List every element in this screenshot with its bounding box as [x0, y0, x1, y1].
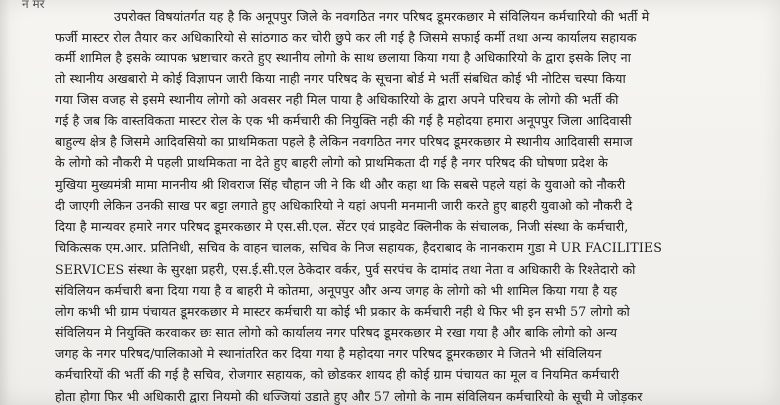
paragraph-line: तो स्थानीय अखबारो मे कोई विज्ञापन जारी किया नाही नगर परिषद के सूचना बोर्ड मे भर्ती संबधित कोई भी नोटिस चस्पा किया [55, 71, 626, 86]
paragraph-line: फर्जी मास्टर रोल तैयार कर अधिकारियो से सांठगाठ कर चोरी छुपे कर ली गई है जिसमे सफाई कर्मी तथा अन्य कार्यालय सहायक [55, 30, 637, 45]
paragraph-line: बाहुल्य क्षेत्र है जिसमे आदिवसियो का प्राथमिकता पहले है लेकिन नवगठित नगर परिषद डूमरकछार मे स्थानीय आदिवासी समाज [55, 134, 633, 149]
paragraph-line: जगह के नगर परिषद/पालिकाओ मे स्थानांतरित कर दिया गया है महोदया नगर परिषद डूमरकछार मे जितने भी संविलियन [55, 346, 602, 361]
paragraph-line: चिकित्सक एम.आर. प्रतिनिधी, सचिव के वाहन चालक, सचिव के निज सहायक, हैदराबाद के नानकराम गुडा मे UR FACILITIES [55, 240, 662, 255]
paragraph-line: गई है जब कि वास्तविकता मास्टर रोल के एक भी कर्मचारी की नियुक्ति नही की गई है महोदया हमारा अनूपपुर जिला आदिवासी [55, 113, 632, 128]
paragraph-line: दिया है मान्यवर हमारे नगर परिषद डूमरकछार मे एस.सी.एल. सेंटर एवं प्राइवेट क्लिनीक के संचालक, निजी संस्था के कर्मचारी, [55, 219, 629, 234]
paragraph-line: संविलियन कर्मचारी बना दिया गया है व बाहरी मे कोतमा, अनूपपुर और अन्य जगह के लोगो को भी शामिल किया गया है यह [55, 283, 618, 298]
paragraph-line: लोग कभी भी ग्राम पंचायत डूमरकछार मे मास्टर कर्मचारी या कोई भी प्रकार के कर्मचारी नही थे फिर भी इन सभी 57 लोगो को [55, 304, 630, 319]
paragraph-line: गया जिस वजह से इसमे स्थानीय लोगो को अवसर नही मिल पाया है अधिकारियो के द्वारा अपने परिचय के लोगो की भर्ती की [55, 92, 619, 107]
paragraph-line: कर्मचारियों की भर्ती की गई है सचिव, रोजगार सहायक, को छोडकर शायद ही कोई ग्राम पंचायत का मूल व नियमित कर्मचारी [55, 367, 620, 382]
paragraph-line: कर्मी शामिल है इसके व्यापक भ्रष्टाचार करते हुए स्थानीय लोगो के साथ छलाया किया गया है अधिकारियो के द्वारा इसके लिए ना [55, 50, 631, 65]
paragraph-line: मुखिया मुख्यमंत्री मामा माननीय श्री शिवराज सिंह चौहान जी ने कि थी और कहा था कि सबसे पहले यहां के युवाओ को नौकरी [55, 177, 626, 192]
cut-off-header-text: न मर [22, 0, 45, 11]
paragraph-line: दी जाएगी लेकिन उनकी साख पर बट्टा लगाते हुए अधिकारियो ने यहां अपनी मनमानी जारी करते हुए बाहरी युवाओ को नौकरी दे [55, 198, 633, 213]
paragraph-line: SERVICES संस्था के सुरक्षा प्रहरी, एस.ई.सी.एल ठेकेदार वर्कर, पुर्व सरपंच के दामांद तथा नेता व अधिकारी के रिश्तेदारो को [55, 262, 636, 277]
paragraph-line: संविलियन मे नियुक्ति करवाकर छः सात लोगो को कार्यालय नगर परिषद डूमरकछार मे रखा गया है और बाकि लोगो को अन्य [55, 325, 618, 340]
paragraph-line: के लोगो को नौकरी मे पहली प्राथमिकता ना देते हुए बाहरी लोगो को प्राथमिकता दी गई है नगर परिषद की घोषणा प्रदेश के [55, 155, 608, 170]
paragraph-line: होता होगा फिर भी अधिकारी द्वारा नियमो की धज्जियां उडाते हुए और 57 लोगो के नाम संविलियन कर्मचारियो के सूची मे जोड़कर [55, 389, 643, 404]
paragraph-line: उपरोक्त विषयांतर्गत यह है कि अनूपपुर जिले के नवगठित नगर परिषद डूमरकछार मे संविलियन कर्मचारियो की भर्ती मे [114, 9, 650, 24]
